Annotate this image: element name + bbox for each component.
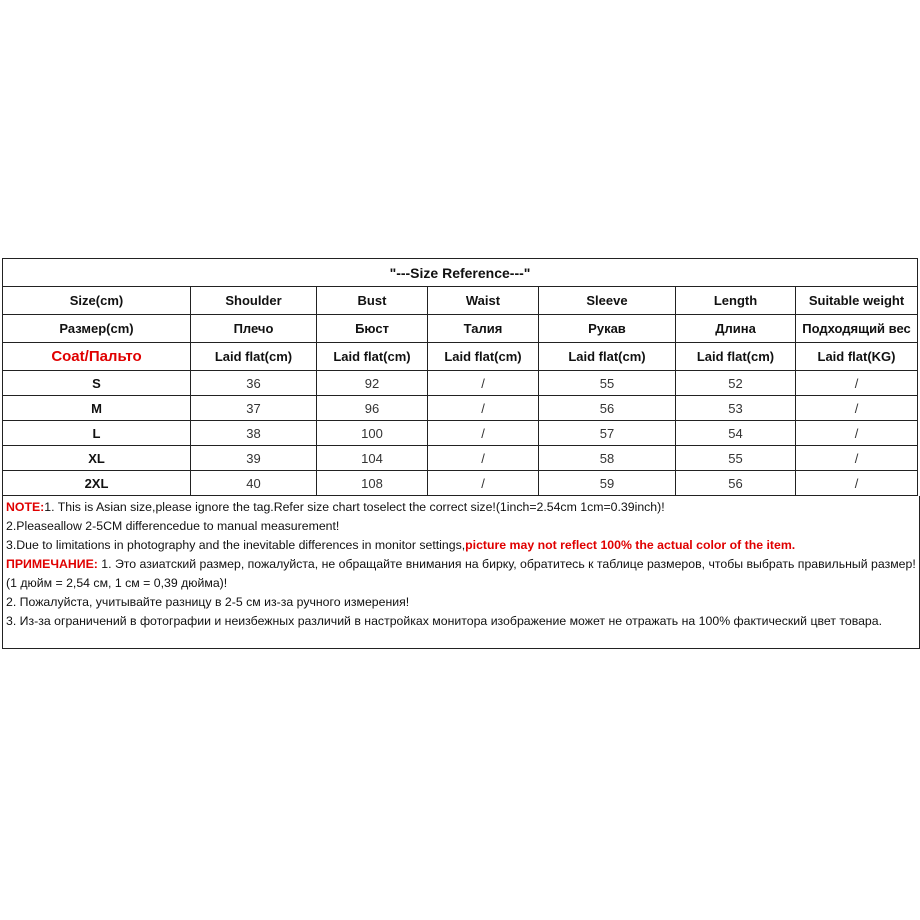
header-row-ru-cell: Плечо (191, 315, 317, 343)
table-row-cell: 38 (191, 421, 317, 446)
header-row-en-cell: Sleeve (539, 287, 676, 315)
table-row-cell: 57 (539, 421, 676, 446)
header-row-measure-cell: Laid flat(cm) (539, 343, 676, 371)
table-row-cell: 59 (539, 471, 676, 496)
table-row-cell: 58 (539, 446, 676, 471)
header-row-ru (3, 315, 918, 343)
header-row-en-cell: Bust (317, 287, 428, 315)
table-row-cell: 54 (676, 421, 796, 446)
table-row-cell: / (796, 371, 918, 396)
table-row-cell: 100 (317, 421, 428, 446)
table-title: "---Size Reference---" (3, 259, 918, 287)
header-row-measure-cell: Laid flat(KG) (796, 343, 918, 371)
notes-section (2, 496, 920, 649)
header-row-ru-cell: Талия (428, 315, 539, 343)
table-row-cell: 37 (191, 396, 317, 421)
header-row-ru-cell: Рукав (539, 315, 676, 343)
header-row-measure (3, 343, 918, 371)
table-row-cell: 36 (191, 371, 317, 396)
size-label: S (3, 371, 191, 396)
table-row-cell: 55 (676, 446, 796, 471)
size-label: L (3, 421, 191, 446)
note-ru-3: 3. Из-за ограничений в фотографии и неизбежных различий в настройках монитора изображение может не отражать на 100% фактический цвет товара. (6, 614, 883, 628)
table-row-cell: / (428, 446, 539, 471)
table-row-cell: / (796, 471, 918, 496)
size-label: M (3, 396, 191, 421)
header-row-en-cell: Length (676, 287, 796, 315)
header-row-ru-cell: Бюст (317, 315, 428, 343)
table-row-cell: 53 (676, 396, 796, 421)
note-ru-2: 2. Пожалуйста, учитывайте разницу в 2-5 см из-за ручного измерения! (6, 595, 410, 609)
table-row-cell: 56 (676, 471, 796, 496)
table-row (3, 371, 918, 396)
header-row-ru-cell: Размер(cm) (3, 315, 191, 343)
table-row (3, 396, 918, 421)
table-row-cell: 39 (191, 446, 317, 471)
size-table (2, 258, 918, 496)
table-row-cell: 55 (539, 371, 676, 396)
header-row-en-cell: Waist (428, 287, 539, 315)
table-row-cell: 52 (676, 371, 796, 396)
header-row-en-cell: Shoulder (191, 287, 317, 315)
table-row-cell: 92 (317, 371, 428, 396)
header-row-measure-cell: Laid flat(cm) (676, 343, 796, 371)
note-text: 3.Due to limitations in photography and the inevitable differences in monitor settings, (6, 538, 466, 552)
note-label: NOTE: (6, 500, 45, 514)
table-row-cell: 104 (317, 446, 428, 471)
note-ru-1 (6, 555, 917, 593)
header-row-en (3, 287, 918, 315)
table-row-cell: / (796, 446, 918, 471)
note-label-ru: ПРИМЕЧАНИЕ: (6, 557, 98, 571)
size-chart (2, 258, 917, 649)
table-row-cell: / (428, 371, 539, 396)
note-color-warning: picture may not reflect 100% the actual color of the item. (465, 538, 796, 552)
note-en-1 (6, 498, 917, 517)
note-text: 1. This is Asian size,please ignore the tag.Refer size chart toselect the correct size!(1inch=2.54cm 1cm=0.39inch)! (44, 500, 665, 514)
table-row-cell: / (428, 396, 539, 421)
table-row (3, 471, 918, 496)
table-row (3, 421, 918, 446)
table-row (3, 446, 918, 471)
header-row-en-cell: Suitable weight (796, 287, 918, 315)
header-row-measure-cell: Laid flat(cm) (428, 343, 539, 371)
note-text: 1. Это азиатский размер, пожалуйста, не обращайте внимания на бирку, обратитесь к таблице размеров, чтобы выбрать правильный размер! (1 дюйм = 2,54 см, 1 см = 0,39 дюйма)! (6, 557, 916, 590)
note-en-2: 2.Pleaseallow 2-5CM differencedue to manual measurement! (6, 519, 340, 533)
header-row-ru-cell: Длина (676, 315, 796, 343)
table-row-cell: 40 (191, 471, 317, 496)
table-row-cell: 96 (317, 396, 428, 421)
garment-type-label: Coat/Пальто (3, 343, 191, 371)
table-row-cell: / (796, 396, 918, 421)
header-row-en-cell: Size(cm) (3, 287, 191, 315)
header-row-measure-cell: Laid flat(cm) (191, 343, 317, 371)
size-label: 2XL (3, 471, 191, 496)
table-row-cell: / (428, 421, 539, 446)
table-row-cell: / (796, 421, 918, 446)
note-en-3 (6, 536, 917, 555)
table-row-cell: 56 (539, 396, 676, 421)
header-row-measure-cell: Laid flat(cm) (317, 343, 428, 371)
table-row-cell: 108 (317, 471, 428, 496)
size-label: XL (3, 446, 191, 471)
header-row-ru-cell: Подходящий вес (796, 315, 918, 343)
table-row-cell: / (428, 471, 539, 496)
